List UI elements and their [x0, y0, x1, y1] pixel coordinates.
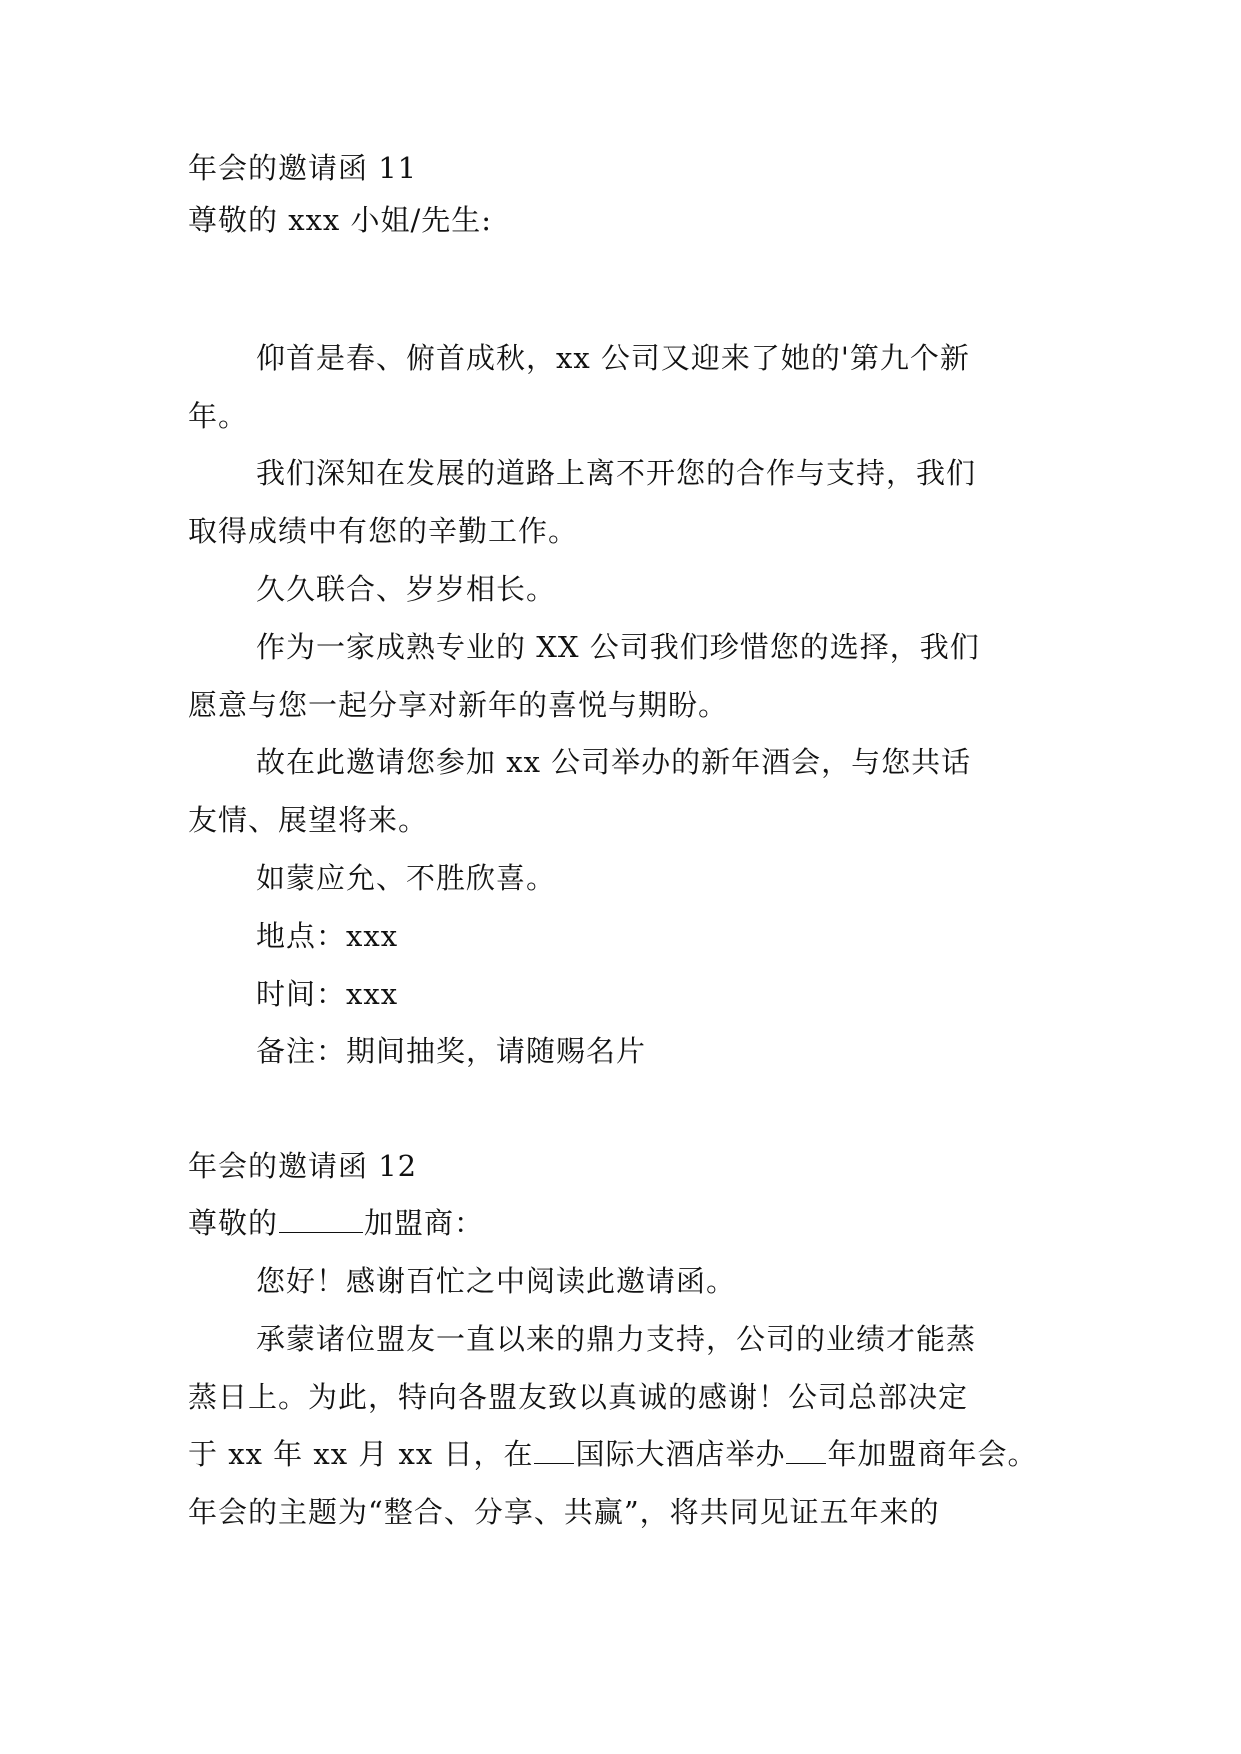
letter-12-salutation [188, 1203, 484, 1243]
letter-12-salutation-suffix: 加盟商： [364, 1206, 485, 1240]
year-blank-line [786, 1436, 826, 1464]
letter-12-salutation-prefix: 尊敬的 [188, 1206, 279, 1240]
letter-12-paragraph-1-line-4: 年会的主题为“整合、分享、共赢”，将共同见证五年来的 [188, 1495, 940, 1529]
letter-11-time: 时间：xxx [256, 977, 399, 1011]
letter-12-hotel-text: 国际大酒店举办 [575, 1437, 786, 1471]
letter-11-paragraph-5-line-1: 故在此邀请您参加 xx 公司举办的新年酒会，与您共话 [256, 745, 972, 779]
letter-11-note: 备注：期间抽奖，请随赐名片 [256, 1034, 647, 1068]
letter-11-paragraph-3: 久久联合、岁岁相长。 [256, 572, 557, 606]
hotel-blank-line [534, 1436, 574, 1464]
name-blank-line [279, 1205, 363, 1233]
letter-12-event-text: 年加盟商年会。 [827, 1437, 1038, 1471]
letter-12-paragraph-1-line-2: 蒸日上。为此，特向各盟友致以真诚的感谢！公司总部决定 [188, 1380, 969, 1414]
letter-11-salutation: 尊敬的 xxx 小姐/先生: [188, 203, 493, 237]
letter-11-paragraph-6: 如蒙应允、不胜欣喜。 [256, 861, 557, 895]
letter-11-paragraph-4-line-2: 愿意与您一起分享对新年的喜悦与期盼。 [188, 688, 729, 722]
letter-11-paragraph-2-line-1: 我们深知在发展的道路上离不开您的合作与支持，我们 [256, 456, 977, 490]
letter-11-paragraph-5-line-2: 友情、展望将来。 [188, 803, 429, 837]
letter-12-greeting: 您好！感谢百忙之中阅读此邀请函。 [256, 1264, 737, 1298]
letter-11-location: 地点：xxx [256, 919, 399, 953]
letter-11-paragraph-1-line-2: 年。 [188, 399, 249, 433]
letter-11-paragraph-4-line-1: 作为一家成熟专业的 XX 公司我们珍惜您的选择，我们 [256, 630, 980, 664]
letter-12-date-text: 于 xx 年 xx 月 xx 日，在 [188, 1437, 534, 1471]
letter-12-paragraph-1-line-1: 承蒙诸位盟友一直以来的鼎力支持，公司的业绩才能蒸 [256, 1322, 977, 1356]
letter-11-heading: 年会的邀请函 11 [188, 151, 418, 185]
letter-12-paragraph-1-line-3 [188, 1434, 1037, 1474]
letter-12-heading: 年会的邀请函 12 [188, 1149, 418, 1183]
letter-11-paragraph-1-line-1: 仰首是春、俯首成秋，xx 公司又迎来了她的'第九个新 [256, 341, 970, 375]
letter-11-paragraph-2-line-2: 取得成绩中有您的辛勤工作。 [188, 514, 579, 548]
